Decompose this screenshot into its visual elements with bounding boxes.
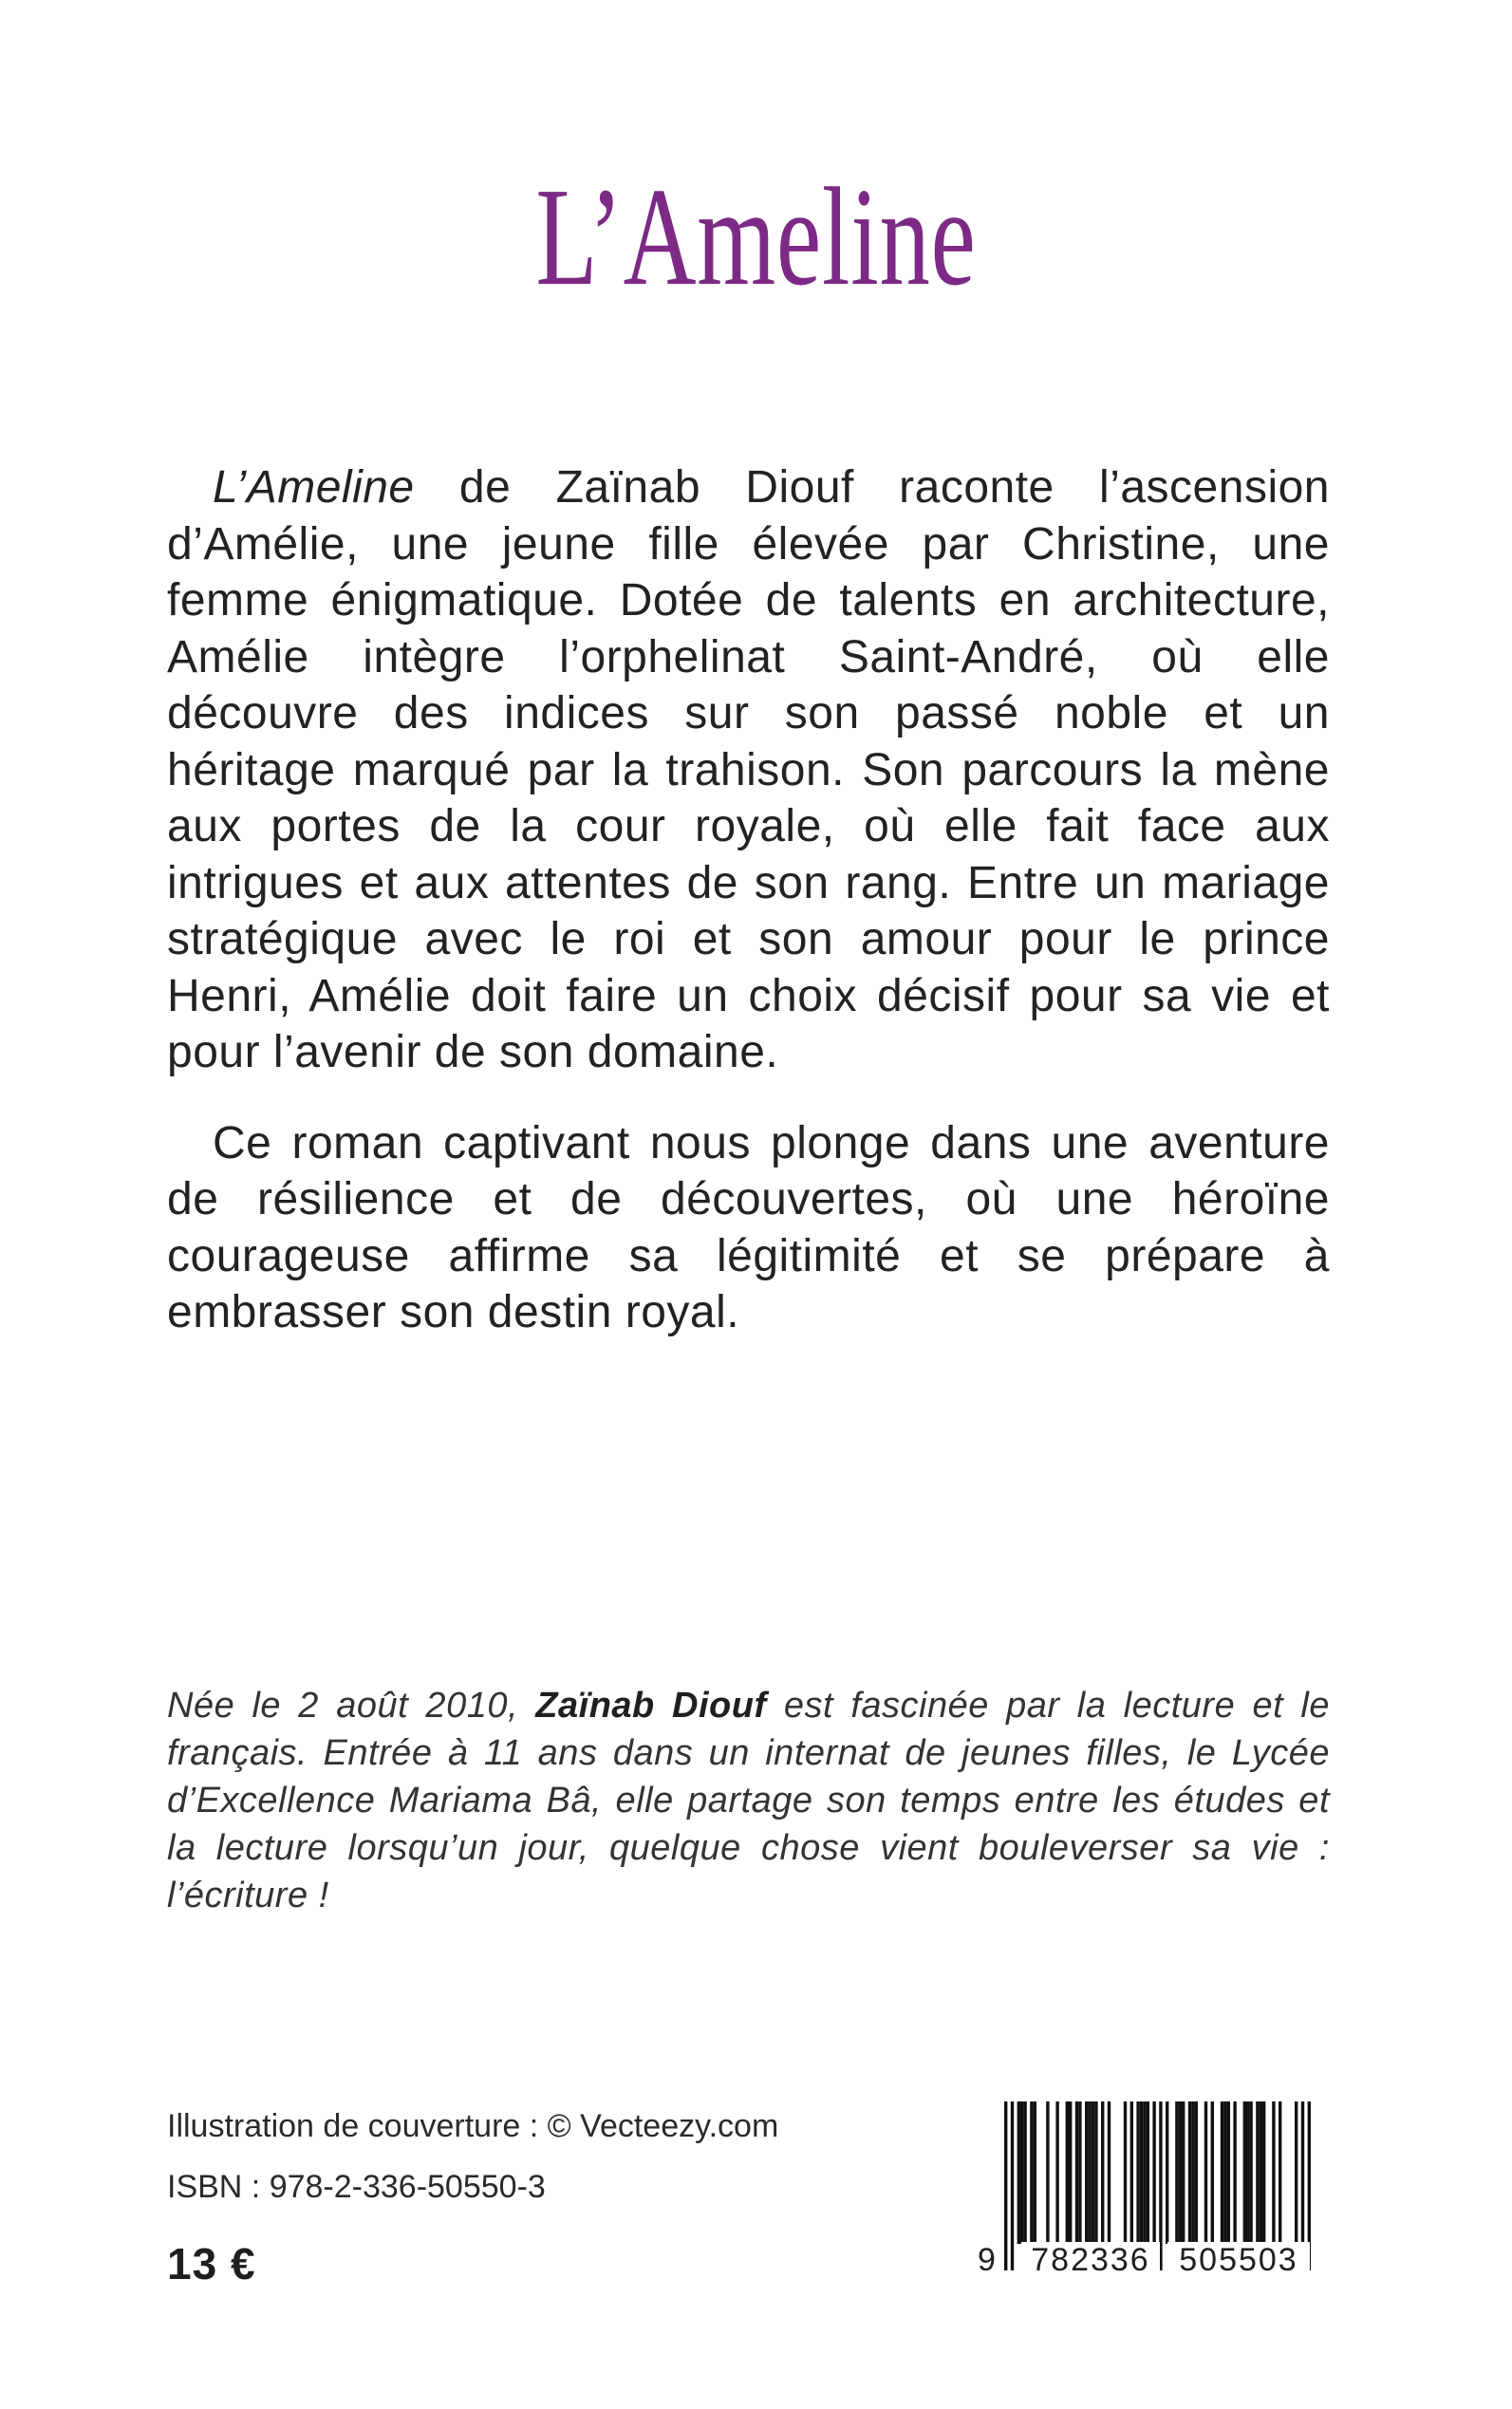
barcode-bar (1279, 2101, 1281, 2244)
price-label: 13 € (167, 2239, 256, 2288)
barcode-bar (1030, 2101, 1033, 2244)
synopsis-paragraph-1 (167, 459, 1330, 1081)
barcode-bar (1066, 2101, 1069, 2244)
illustration-credit: Illustration de couverture : © Vecteezy.com (167, 2108, 779, 2144)
barcode-bar (1124, 2101, 1127, 2244)
barcode-bar (1140, 2101, 1143, 2244)
isbn-number: ISBN : 978-2-336-50550-3 (167, 2169, 546, 2205)
barcode-bar (1034, 2101, 1036, 2244)
barcode-bar (1246, 2101, 1249, 2244)
barcode-digits (978, 2242, 1329, 2288)
barcode-bar (1256, 2101, 1259, 2244)
barcode-bar (1055, 2101, 1058, 2244)
barcode-first-digit: 9 (978, 2242, 996, 2278)
barcode-bar (1221, 2101, 1223, 2244)
barcode-bar (1046, 2101, 1049, 2244)
barcode-bar (1243, 2101, 1246, 2244)
barcode-bar (1179, 2101, 1182, 2244)
barcode-bar (1188, 2101, 1191, 2244)
barcode-bar (1017, 2101, 1020, 2244)
author-name: Zaïnab Diouf (535, 1686, 767, 1726)
barcode-bar (1233, 2101, 1236, 2244)
barcode-bar (1182, 2101, 1185, 2244)
barcode-bar (1085, 2101, 1088, 2244)
barcode-bar (1078, 2101, 1081, 2244)
barcode-bar (1069, 2101, 1072, 2244)
barcode-bar (1094, 2101, 1097, 2244)
publication-credits (167, 2107, 907, 2206)
barcode-bar (1204, 2101, 1207, 2244)
barcode-bar (1195, 2101, 1198, 2244)
barcode-right-digits: 505503 (1167, 2242, 1310, 2279)
barcode-bar (1143, 2101, 1146, 2244)
barcode-bar (1092, 2101, 1094, 2244)
synopsis-paragraph-1-text: de Zaïnab Diouf raconte l’ascension d’Amélie, une jeune fille élevée par Christine, une femme énigmatique. Dotée de talents en architecture, Amélie intègre l’orphelinat Saint-André, où elle découvre des indices sur son passé noble et un héritage marqué par la trahison. Son parcours la mène aux portes de la cour royale, où elle fait face aux intrigues et aux attentes de son rang. Entre un mariage stratégique avec le roi et son amour pour le prince Henri, Amélie doit faire un choix décisif pour sa vie et pour l’avenir de son domaine. (167, 462, 1330, 1077)
barcode-bar (1166, 2101, 1168, 2244)
bio-prefix: Née le 2 août 2010, (167, 1686, 536, 1726)
barcode-bar (1175, 2101, 1178, 2244)
barcode-bar (1023, 2101, 1026, 2244)
barcode-bar (1211, 2101, 1214, 2244)
barcode-bar (1075, 2101, 1078, 2244)
back-cover-synopsis (167, 459, 1330, 1375)
book-title: L’Ameline (535, 159, 977, 315)
barcode-bar (1130, 2101, 1133, 2244)
barcode-bar (1260, 2101, 1262, 2244)
barcode-bar (1272, 2101, 1275, 2244)
barcode-bar (1147, 2101, 1149, 2244)
barcode-bar (1249, 2101, 1252, 2244)
bio-text: est fascinée par la lecture et le français. Entrée à 11 ans dans un internat de jeunes filles, le Lycée d’Excellence Mariama Bâ, elle partage son temps entre les études et la lecture lorsqu’un jour, quelque chose vient bouleverser sa vie : l’écriture ! (167, 1686, 1330, 1915)
barcode-bar (1262, 2101, 1265, 2244)
barcode-bar (1101, 2101, 1104, 2244)
barcode-bar (1223, 2101, 1226, 2244)
barcode-bar (1088, 2101, 1091, 2244)
barcode-bar (1136, 2101, 1139, 2244)
barcode-bar (1227, 2101, 1230, 2244)
synopsis-paragraph-2: Ce roman captivant nous plonge dans une aventure de résilience et de découvertes, où une héroïne courageuse affirme sa légitimité et se prépare à embrasser son destin royal. (167, 1117, 1330, 1337)
barcode-bar (1108, 2101, 1111, 2244)
barcode-left-digits: 782336 (1021, 2242, 1160, 2279)
barcode-bar (1295, 2101, 1297, 2244)
barcode-bar (1020, 2101, 1023, 2244)
barcode-bar (1191, 2101, 1194, 2244)
synopsis-book-title: L’Ameline (213, 462, 415, 513)
author-biography (167, 1682, 1330, 1919)
